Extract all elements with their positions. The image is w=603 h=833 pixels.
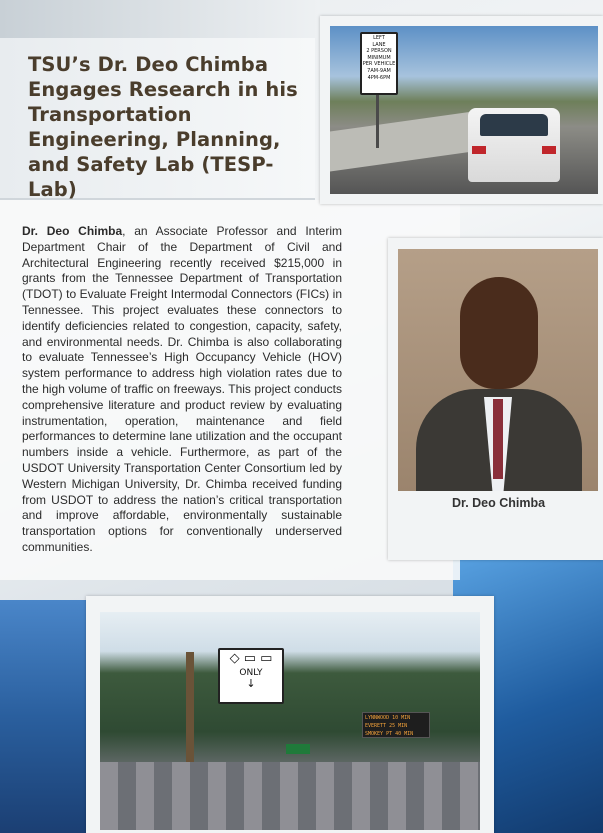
travel-time-board (362, 712, 430, 738)
car-rear-window (480, 114, 548, 136)
body-lead-name: Dr. Deo Chimba (22, 224, 123, 238)
traffic-lanes (100, 762, 480, 830)
sign-line: LEFT (373, 35, 385, 41)
portrait-photo (398, 249, 598, 491)
board-line: LYNNWOOD 10 MIN (365, 715, 411, 721)
sign-line: LANE (372, 41, 386, 48)
sign-line: 7AM-9AM (367, 67, 391, 74)
car-taillight-left (472, 146, 486, 154)
arrow-down-icon: ↓ (246, 677, 256, 690)
article-body (22, 224, 342, 556)
highway-traffic-photo (100, 612, 480, 830)
portrait-face (460, 277, 538, 389)
highway-barrier (330, 110, 480, 171)
hov-lane-photo (330, 26, 598, 194)
board-line: EVERETT 25 MIN (365, 723, 408, 729)
portrait-caption: Dr. Deo Chimba (452, 496, 546, 510)
green-highway-sign (286, 744, 310, 754)
board-line: SMOKEY PT 40 MIN (365, 731, 414, 737)
background-band-top (0, 0, 320, 40)
body-paragraph: , an Associate Professor and Interim Department Chair of the Department of Civil and Architectural Engineering recently received $215,000 in grants from the Tennessee Department of Transportation (TDOT) to Evaluate Freight Intermodal Connectors (FICs) in Tennessee. This project evaluates these connectors to identify deficiencies related to congestion, capacity, safety, and environmental needs. Dr. Chimba is also collaborating to evaluate Tennessee’s High Occupancy Vehicle (HOV) system performance to address high violation rates due to the high volume of traffic on freeways. This project conducts comprehensive literature and product review by evaluating instrumentation, operation, maintenance and field performances to determine lane utilization and the occupant numbers inside a vehicle. Furthermore, as part of the USDOT University Transportation Center Consortium led by Western Michigan University, Dr. Chimba received funding from USDOT to address the nation’s critical transportation and improve affordable, environmentally sustainable transportation options for conventionally underserved communities. (22, 224, 342, 554)
hov-sign (360, 32, 398, 95)
sign-post (376, 88, 379, 148)
sign-only-text: ONLY (239, 668, 263, 678)
sign-line: MINIMUM (367, 54, 391, 61)
white-car (468, 108, 560, 182)
background-graphic-left (0, 600, 90, 833)
article-title: TSU’s Dr. Deo Chimba Engages Research in his Transportation Engineering, Planning, and Safety Lab (TESP-Lab) (28, 53, 298, 201)
hov-only-sign (218, 648, 284, 704)
sign-line: PER VEHICLE (362, 61, 396, 68)
portrait-tie (493, 399, 503, 479)
car-taillight-right (542, 146, 556, 154)
diamond-icon: ◇ ▭ ▭ (229, 651, 273, 666)
sign-line: 2 PERSON (366, 48, 392, 55)
sign-line: 4PM-6PM (367, 74, 391, 81)
